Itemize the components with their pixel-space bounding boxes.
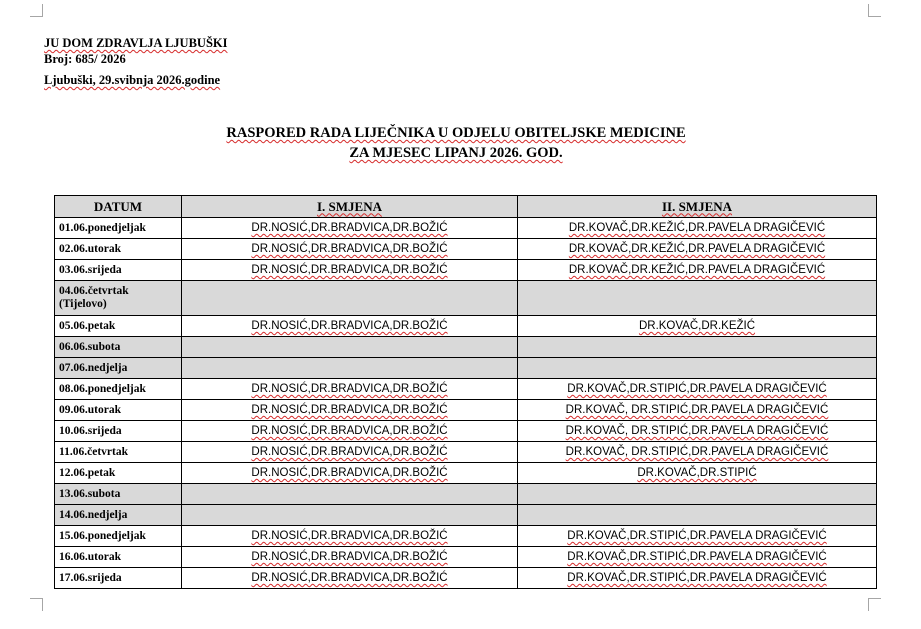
shift-1-doctors: DR.NOSIĆ,DR.BRADVICA,DR.BOŽIĆ	[251, 320, 448, 332]
table-row	[55, 505, 877, 526]
table-row	[55, 218, 877, 239]
column-header-shift-2: II. SMJENA	[518, 196, 877, 218]
institution-name: JU DOM ZDRAVLJA LJUBUŠKI	[44, 36, 228, 50]
table-row	[55, 260, 877, 281]
shift-2-doctors: DR.KOVAČ,DR.KEŽIĆ,DR.PAVELA DRAGIČEVIĆ	[568, 243, 826, 255]
shift-2-doctors: DR.KOVAČ,DR.STIPIĆ,DR.PAVELA DRAGIČEVIĆ	[567, 551, 827, 563]
schedule-table	[54, 195, 877, 589]
date-cell: 11.06.četvrtak	[55, 442, 182, 463]
title-line-1: RASPORED RADA LIJEČNIKA U ODJELU OBITELJSKE MEDICINE	[226, 125, 686, 141]
document-title	[0, 123, 912, 163]
shift-1-cell	[182, 379, 518, 400]
shift-2-cell	[518, 379, 877, 400]
date-cell: 06.06.subota	[55, 337, 182, 358]
shift-1-doctors: DR.NOSIĆ,DR.BRADVICA,DR.BOŽIĆ	[251, 243, 448, 255]
shift-1-cell	[182, 316, 518, 337]
shift-1-cell	[182, 260, 518, 281]
shift-2-doctors: DR.KOVAČ,DR.KEŽIĆ	[638, 320, 756, 332]
page-corner-mark	[30, 598, 43, 611]
shift-1-cell	[182, 547, 518, 568]
table-body	[55, 218, 877, 589]
shift-1-cell	[182, 568, 518, 589]
shift-1-doctors: DR.NOSIĆ,DR.BRADVICA,DR.BOŽIĆ	[251, 264, 448, 276]
shift-1-cell	[182, 484, 518, 505]
page-corner-mark	[868, 598, 881, 611]
date-cell: 15.06.ponedjeljak	[55, 526, 182, 547]
table-row	[55, 547, 877, 568]
shift-1-cell	[182, 281, 518, 316]
date-cell: 17.06.srijeda	[55, 568, 182, 589]
document-number: Broj: 685/ 2026	[44, 52, 126, 66]
shift-1-doctors: DR.NOSIĆ,DR.BRADVICA,DR.BOŽIĆ	[251, 404, 448, 416]
shift-2-cell	[518, 239, 877, 260]
shift-2-cell	[518, 568, 877, 589]
column-header-shift-1: I. SMJENA	[182, 196, 518, 218]
table-row	[55, 568, 877, 589]
document-header	[44, 35, 227, 88]
table-row	[55, 337, 877, 358]
shift-2-doctors: DR.KOVAČ,DR.KEŽIĆ,DR.PAVELA DRAGIČEVIĆ	[568, 222, 826, 234]
page-corner-mark	[30, 4, 43, 17]
shift-2-doctors: DR.KOVAČ,DR.STIPIĆ,DR.PAVELA DRAGIČEVIĆ	[567, 530, 827, 542]
shift-1-cell	[182, 463, 518, 484]
table-row	[55, 358, 877, 379]
shift-2-cell	[518, 400, 877, 421]
shift-1-cell	[182, 218, 518, 239]
date-cell: 10.06.srijeda	[55, 421, 182, 442]
shift-2-cell	[518, 463, 877, 484]
table-row	[55, 239, 877, 260]
shift-1-doctors: DR.NOSIĆ,DR.BRADVICA,DR.BOŽIĆ	[251, 467, 448, 479]
shift-2-cell	[518, 337, 877, 358]
date-cell: 16.06.utorak	[55, 547, 182, 568]
shift-2-doctors: DR.KOVAČ,DR.KEŽIĆ,DR.PAVELA DRAGIČEVIĆ	[568, 264, 826, 276]
shift-1-cell	[182, 358, 518, 379]
shift-2-doctors: DR.KOVAČ,DR.STIPIĆ,DR.PAVELA DRAGIČEVIĆ	[567, 383, 827, 395]
shift-2-cell	[518, 442, 877, 463]
date-cell: 13.06.subota	[55, 484, 182, 505]
shift-2-doctors: DR.KOVAČ, DR.STIPIĆ,DR.PAVELA DRAGIČEVIĆ	[565, 425, 829, 437]
date-cell: 05.06.petak	[55, 316, 182, 337]
shift-1-doctors: DR.NOSIĆ,DR.BRADVICA,DR.BOŽIĆ	[251, 425, 448, 437]
table-header-row	[55, 196, 877, 218]
date-cell: 14.06.nedjelja	[55, 505, 182, 526]
shift-1-cell	[182, 239, 518, 260]
shift-1-cell	[182, 400, 518, 421]
page-corner-mark	[868, 4, 881, 17]
date-cell: 07.06.nedjelja	[55, 358, 182, 379]
shift-2-cell	[518, 281, 877, 316]
shift-2-doctors: DR.KOVAČ, DR.STIPIĆ,DR.PAVELA DRAGIČEVIĆ	[565, 446, 829, 458]
shift-2-cell	[518, 316, 877, 337]
shift-1-doctors: DR.NOSIĆ,DR.BRADVICA,DR.BOŽIĆ	[251, 446, 448, 458]
shift-1-doctors: DR.NOSIĆ,DR.BRADVICA,DR.BOŽIĆ	[251, 572, 448, 584]
shift-1-doctors: DR.NOSIĆ,DR.BRADVICA,DR.BOŽIĆ	[251, 383, 448, 395]
shift-1-cell	[182, 421, 518, 442]
shift-2-cell	[518, 526, 877, 547]
date-cell: 03.06.srijeda	[55, 260, 182, 281]
table-row	[55, 442, 877, 463]
place-date: Ljubuški, 29.svibnja 2026.godine	[44, 73, 221, 87]
shift-2-cell	[518, 421, 877, 442]
date-cell: 12.06.petak	[55, 463, 182, 484]
shift-1-doctors: DR.NOSIĆ,DR.BRADVICA,DR.BOŽIĆ	[251, 551, 448, 563]
shift-1-cell	[182, 337, 518, 358]
shift-2-cell	[518, 218, 877, 239]
table-row	[55, 281, 877, 316]
table-row	[55, 484, 877, 505]
table-row	[55, 463, 877, 484]
shift-2-cell	[518, 505, 877, 526]
table-row	[55, 379, 877, 400]
shift-2-cell	[518, 547, 877, 568]
date-cell: 09.06.utorak	[55, 400, 182, 421]
shift-1-cell	[182, 442, 518, 463]
table-row	[55, 400, 877, 421]
shift-1-doctors: DR.NOSIĆ,DR.BRADVICA,DR.BOŽIĆ	[251, 222, 448, 234]
date-cell: 02.06.utorak	[55, 239, 182, 260]
column-header-date: DATUM	[55, 196, 182, 218]
shift-2-doctors: DR.KOVAČ,DR.STIPIĆ,DR.PAVELA DRAGIČEVIĆ	[567, 572, 827, 584]
table-row	[55, 316, 877, 337]
shift-1-doctors: DR.NOSIĆ,DR.BRADVICA,DR.BOŽIĆ	[251, 530, 448, 542]
date-cell: 08.06.ponedjeljak	[55, 379, 182, 400]
date-cell: 04.06.četvrtak (Tijelovo)	[55, 281, 182, 316]
title-line-2: ZA MJESEC LIPANJ 2026. GOD.	[349, 145, 563, 161]
shift-1-cell	[182, 526, 518, 547]
shift-2-doctors: DR.KOVAČ,DR.STIPIĆ	[637, 467, 757, 479]
shift-2-cell	[518, 484, 877, 505]
table-row	[55, 526, 877, 547]
shift-2-cell	[518, 358, 877, 379]
shift-2-cell	[518, 260, 877, 281]
shift-2-doctors: DR.KOVAČ, DR.STIPIĆ,DR.PAVELA DRAGIČEVIĆ	[565, 404, 829, 416]
table-row	[55, 421, 877, 442]
shift-1-cell	[182, 505, 518, 526]
date-cell: 01.06.ponedjeljak	[55, 218, 182, 239]
